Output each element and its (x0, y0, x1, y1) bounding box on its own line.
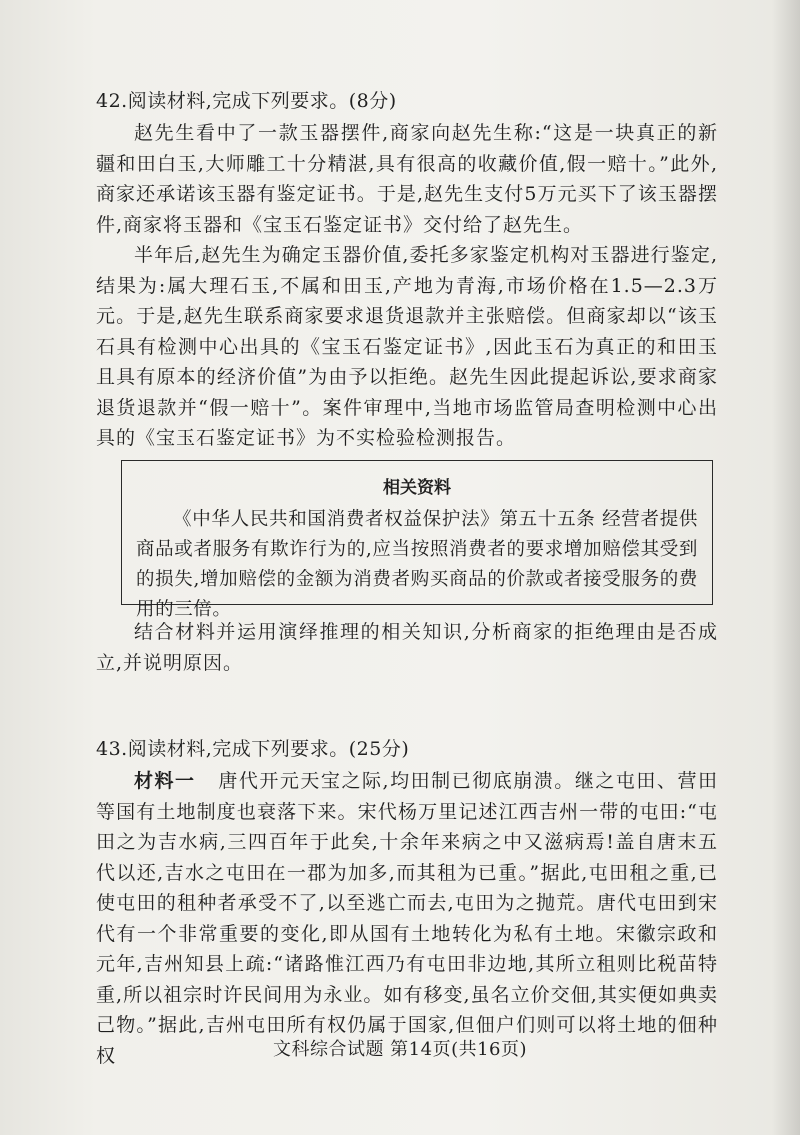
page-edge-shadow (772, 0, 800, 1135)
question-42-material (96, 118, 718, 454)
related-info-box (121, 460, 713, 620)
related-info-title: 相关资料 (383, 478, 451, 498)
question-43-material (96, 766, 718, 1071)
question-42-prompt: 结合材料并运用演绎推理的相关知识,分析商家的拒绝理由是否成立,并说明原因。 (96, 621, 718, 674)
question-42-title: 42.阅读材料,完成下列要求。(8分) (96, 90, 397, 112)
q43-material-1 (96, 766, 718, 1071)
question-43-title: 43.阅读材料,完成下列要求。(25分) (96, 738, 410, 760)
related-info-text: 《中华人民共和国消费者权益保护法》第五十五条 经营者提供商品或者服务有欺诈行为的,应当按照消费者的要求增加赔偿其受到的损失,增加赔偿的金额为消费者购买商品的价款或者接受服务的费用的三倍。 (136, 509, 698, 620)
material-label: 材料一 (134, 770, 196, 792)
q42-paragraph-1: 赵先生看中了一款玉器摆件,商家向赵先生称:“这是一块真正的新疆和田白玉,大师雕工十分精湛,具有很高的收藏价值,假一赔十。”此外,商家还承诺该玉器有鉴定证书。于是,赵先生支付5万元买下了该玉器摆件,商家将玉器和《宝玉石鉴定证书》交付给了赵先生。 (96, 122, 718, 236)
material-1-text: 唐代开元天宝之际,均田制已彻底崩溃。继之屯田、营田等国有土地制度也衰落下来。宋代杨万里记述江西吉州一带的屯田:“屯田之为吉水病,三四百年于此矣,十余年来病之中又滋病焉!盖自唐末五代以还,吉水之屯田在一郡为加多,而其租为已重。”据此,屯田租之重,已使屯田的租种者承受不了,以至逃亡而去,屯田为之抛荒。唐代屯田到宋代有一个非常重要的变化,即从国有土地转化为私有土地。宋徽宗政和元年,吉州知县上疏:“诸路惟江西乃有屯田非边地,其所立租则比税苗特重,所以祖宗时许民间用为永业。如有移变,虽名立价交佃,其实便如典卖己物。”据此,吉州屯田所有权仍属于国家,但佃户们则可以将土地的佃种权 (96, 770, 718, 1067)
q42-paragraph-2: 半年后,赵先生为确定玉器价值,委托多家鉴定机构对玉器进行鉴定,结果为:属大理石玉,不属和田玉,产地为青海,市场价格在1.5—2.3万元。于是,赵先生联系商家要求退货退款并主张赔偿。但商家却以“该玉石具有检测中心出具的《宝玉石鉴定证书》,因此玉石为真正的和田玉且具有原本的经济价值”为由予以拒绝。赵先生因此提起诉讼,要求商家退货退款并“假一赔十”。案件审理中,当地市场监管局查明检测中心出具的《宝玉石鉴定证书》为不实检验检测报告。 (96, 244, 718, 449)
question-42-prompt-block (96, 617, 718, 678)
page-footer: 文科综合试题 第14页(共16页) (272, 1039, 528, 1060)
